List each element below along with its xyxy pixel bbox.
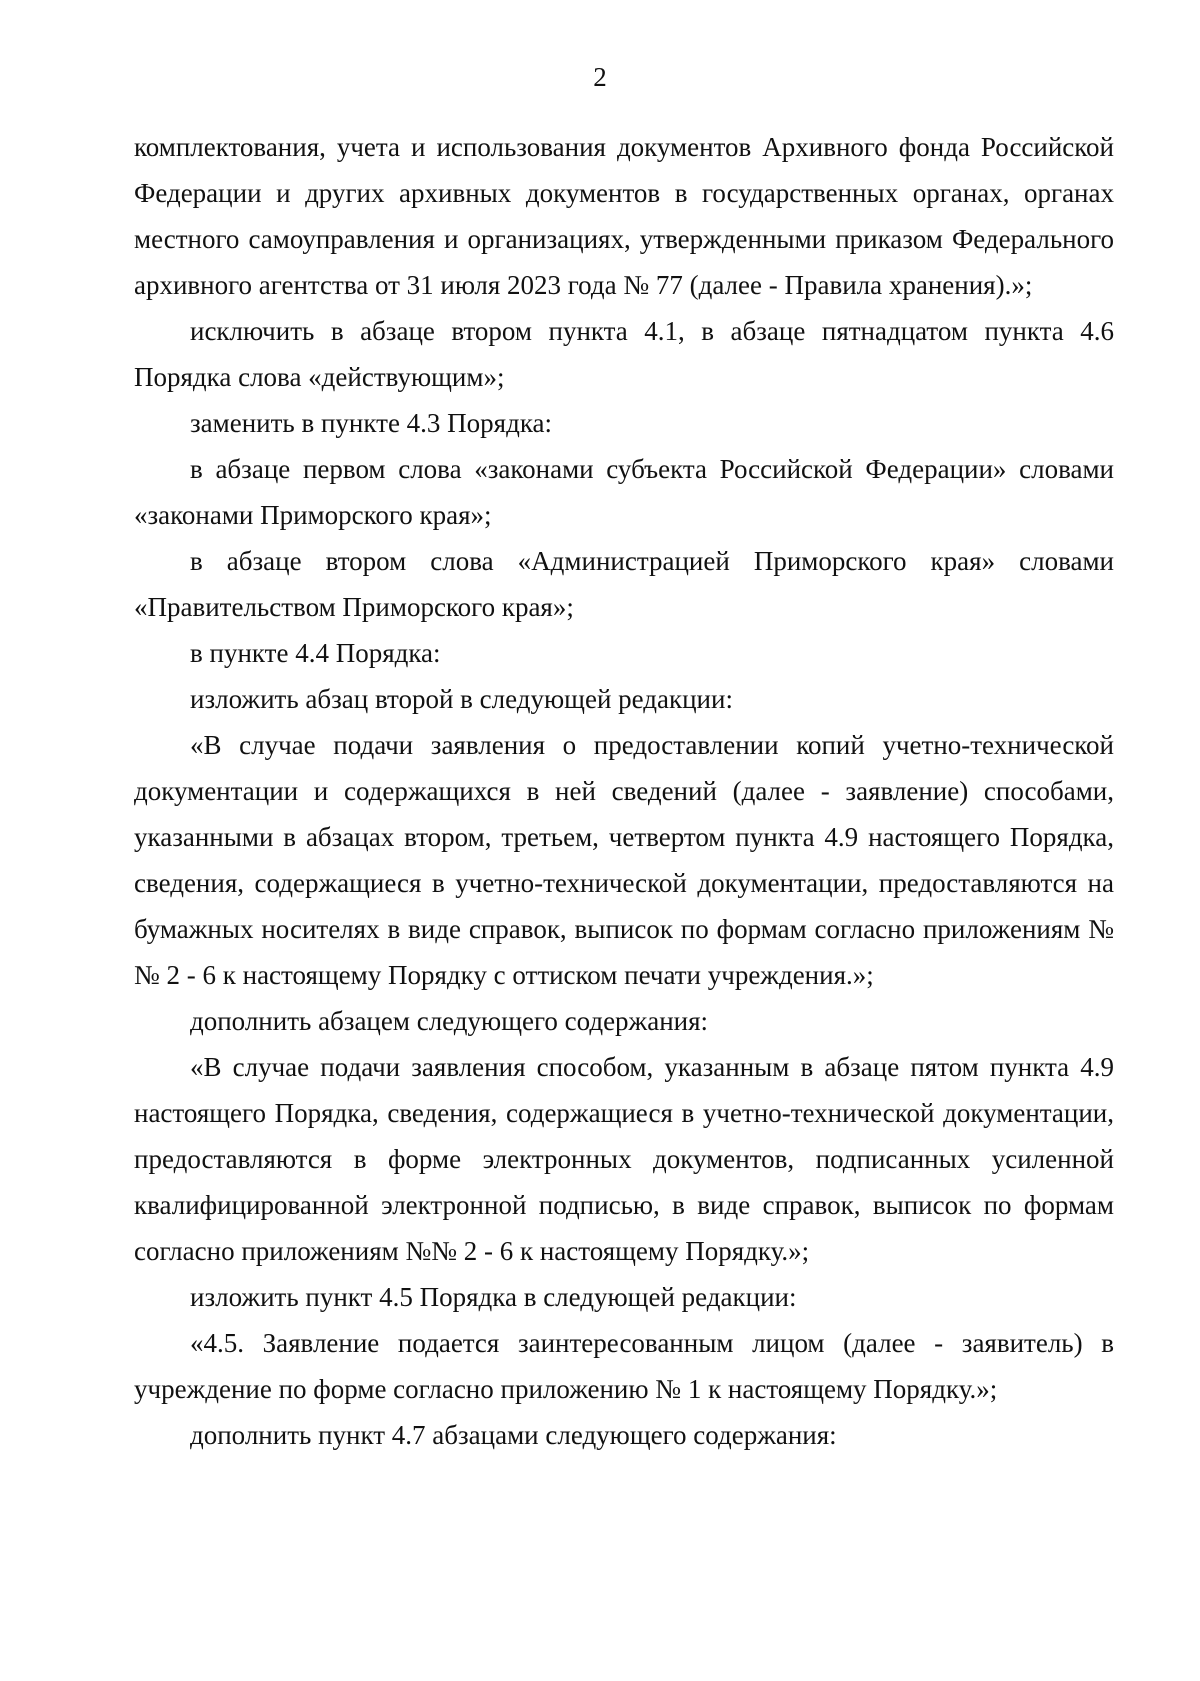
paragraph-continuation: комплектования, учета и использования документов Архивного фонда Российской Федерации и других архивных документов в государственных органах, органах местного самоуправления и организациях, утвержденными приказом Федерального архивного агентства от 31 июля 2023 года № 77 (далее - Правила хранения).»; [134, 132, 1114, 300]
paragraph-second-abzats: в абзаце втором слова «Администрацией Приморского края» словами «Правительством Приморского края»; [134, 546, 1114, 622]
paragraph-add-4-7: дополнить пункт 4.7 абзацами следующего содержания: [190, 1420, 837, 1450]
paragraph-paper-copies: «В случае подачи заявления о предоставлении копий учетно-технической документации и содержащихся в ней сведений (далее - заявление) способами, указанными в абзацах втором, третьем, четвертом пункта 4.9 настоящего Порядка, сведения, содержащиеся в учетно-технической документации, предоставляются на бумажных носителях в виде справок, выписок по формам согласно приложениям №№ 2 - 6 к настоящему Порядку с оттиском печати учреждения.»; [134, 730, 1114, 990]
paragraph-state-4-5: изложить пункт 4.5 Порядка в следующей редакции: [190, 1282, 797, 1312]
paragraph-replace-4-3: заменить в пункте 4.3 Порядка: [190, 408, 553, 438]
paragraph-exclude-word: исключить в абзаце втором пункта 4.1, в абзаце пятнадцатом пункта 4.6 Порядка слова «действующим»; [134, 316, 1114, 392]
paragraph-first-abzats: в абзаце первом слова «законами субъекта Российской Федерации» словами «законами Приморского края»; [134, 454, 1114, 530]
paragraph-state-second: изложить абзац второй в следующей редакции: [190, 684, 733, 714]
page-number: 2 [593, 62, 607, 92]
paragraph-electronic-docs: «В случае подачи заявления способом, указанным в абзаце пятом пункта 4.9 настоящего Порядка, сведения, содержащиеся в учетно-технической документации, предоставляются в форме электронных документов, подписанных усиленной квалифицированной электронной подписью, в виде справок, выписок по формам согласно приложениям №№ 2 - 6 к настоящему Порядку.»; [134, 1052, 1114, 1266]
document-body [134, 124, 1114, 1458]
paragraph-point-4-4: в пункте 4.4 Порядка: [190, 638, 441, 668]
paragraph-point-4-5-text: «4.5. Заявление подается заинтересованным лицом (далее - заявитель) в учреждение по форме согласно приложению № 1 к настоящему Порядку.»; [134, 1328, 1114, 1404]
paragraph-add-abzats: дополнить абзацем следующего содержания: [190, 1006, 709, 1036]
